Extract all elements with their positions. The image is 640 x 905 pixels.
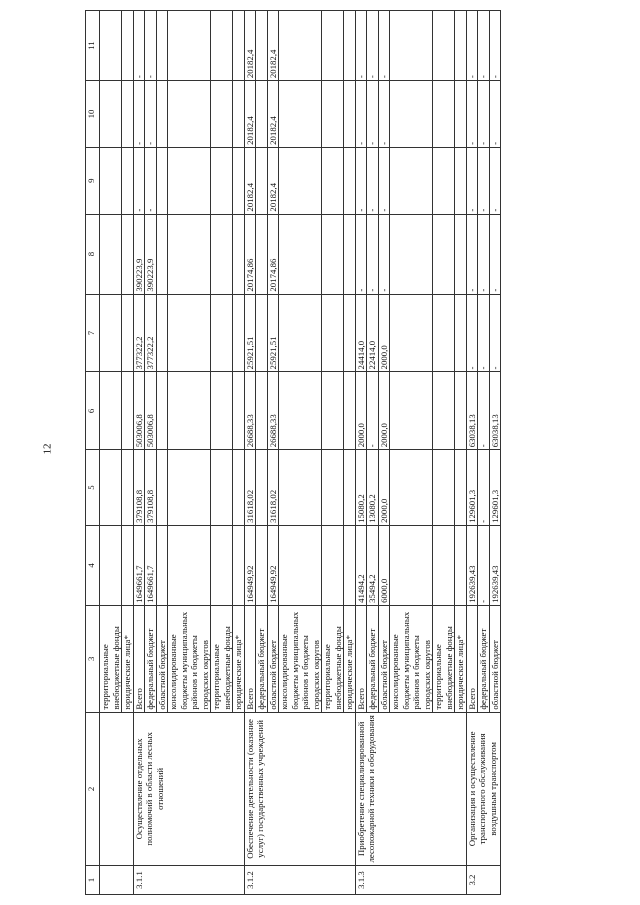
funding-source-cell: территориальные внебюджетные фонды: [100, 605, 122, 712]
funding-source-cell: Всего: [244, 605, 256, 712]
value-cell-col6: [100, 372, 122, 450]
value-cell-col11: -: [478, 11, 490, 81]
value-cell-col5: 15080,2: [355, 450, 367, 526]
value-cell-col10: [390, 81, 433, 148]
table-row: [466, 11, 478, 895]
value-cell-col11: -: [133, 11, 145, 81]
value-cell-col6: 503006,8: [145, 372, 157, 450]
value-cell-col8: -: [367, 214, 379, 294]
value-cell-col10: [344, 81, 356, 148]
value-cell-col5: -: [478, 450, 490, 526]
value-cell-col6: [256, 372, 268, 450]
value-cell-col10: [211, 81, 233, 148]
value-cell-col9: -: [145, 147, 157, 214]
value-cell-col5: [433, 450, 455, 526]
value-cell-col8: [156, 214, 168, 294]
value-cell-col11: [433, 11, 455, 81]
value-cell-col5: [390, 450, 433, 526]
table-body: [100, 11, 501, 895]
value-cell-col9: [168, 147, 211, 214]
value-cell-col8: [390, 214, 433, 294]
value-cell-col8: [233, 214, 245, 294]
value-cell-col4: [455, 525, 467, 605]
value-cell-col8: 20174,86: [244, 214, 256, 294]
table-row: [100, 11, 122, 895]
value-cell-col4: [256, 525, 268, 605]
funding-source-cell: консолидированные бюджеты муниципальных районов и бюджеты городских округов: [279, 605, 322, 712]
value-cell-col11: -: [355, 11, 367, 81]
value-cell-col7: [455, 294, 467, 372]
value-cell-col8: [344, 214, 356, 294]
value-cell-col4: 35494,2: [367, 525, 379, 605]
value-cell-col9: -: [133, 147, 145, 214]
value-cell-col9: -: [355, 147, 367, 214]
value-cell-col6: [211, 372, 233, 450]
value-cell-col6: -: [478, 372, 490, 450]
value-cell-col9: [279, 147, 322, 214]
value-cell-col6: 503006,8: [133, 372, 145, 450]
value-cell-col8: [455, 214, 467, 294]
value-cell-col4: -: [478, 525, 490, 605]
value-cell-col7: [322, 294, 344, 372]
value-cell-col5: 379108,8: [133, 450, 145, 526]
funding-source-cell: федеральный бюджет: [367, 605, 379, 712]
value-cell-col6: 63038,13: [466, 372, 478, 450]
value-cell-col8: [122, 214, 134, 294]
funding-source-cell: областной бюджет: [156, 605, 168, 712]
column-header-6: 6: [86, 372, 100, 450]
value-cell-col7: [211, 294, 233, 372]
value-cell-col4: [100, 525, 122, 605]
value-cell-col11: [122, 11, 134, 81]
value-cell-col6: [322, 372, 344, 450]
column-header-10: 10: [86, 81, 100, 148]
value-cell-col11: [390, 11, 433, 81]
funding-source-cell: федеральный бюджет: [145, 605, 157, 712]
table-row: [355, 11, 367, 895]
value-cell-col11: -: [378, 11, 390, 81]
value-cell-col9: 20182,4: [267, 147, 279, 214]
value-cell-col8: -: [489, 214, 501, 294]
value-cell-col5: [256, 450, 268, 526]
value-cell-col9: [233, 147, 245, 214]
value-cell-col7: 2000,0: [378, 294, 390, 372]
value-cell-col8: -: [378, 214, 390, 294]
value-cell-col8: 390223,9: [145, 214, 157, 294]
value-cell-col10: -: [478, 81, 490, 148]
value-cell-col6: 26688,33: [244, 372, 256, 450]
value-cell-col7: -: [478, 294, 490, 372]
funding-source-cell: федеральный бюджет: [256, 605, 268, 712]
value-cell-col11: 20182,4: [267, 11, 279, 81]
value-cell-col5: [322, 450, 344, 526]
value-cell-col4: [233, 525, 245, 605]
value-cell-col5: 13080,2: [367, 450, 379, 526]
measure-name-cell: [100, 712, 134, 865]
value-cell-col8: [256, 214, 268, 294]
funding-source-cell: Всего: [466, 605, 478, 712]
value-cell-col9: [100, 147, 122, 214]
value-cell-col4: 164949,92: [267, 525, 279, 605]
value-cell-col11: [168, 11, 211, 81]
value-cell-col11: [455, 11, 467, 81]
value-cell-col10: [100, 81, 122, 148]
value-cell-col10: [433, 81, 455, 148]
value-cell-col6: [156, 372, 168, 450]
value-cell-col11: -: [489, 11, 501, 81]
value-cell-col6: [344, 372, 356, 450]
column-header-1: 1: [86, 866, 100, 895]
value-cell-col10: [256, 81, 268, 148]
funding-source-cell: областной бюджет: [489, 605, 501, 712]
value-cell-col4: 6000,0: [378, 525, 390, 605]
funding-source-cell: федеральный бюджет: [478, 605, 490, 712]
value-cell-col11: [100, 11, 122, 81]
item-number-cell: 3.1.3: [355, 866, 466, 895]
page-number: 12: [41, 443, 54, 455]
value-cell-col7: [279, 294, 322, 372]
value-cell-col10: [455, 81, 467, 148]
value-cell-col10: -: [145, 81, 157, 148]
value-cell-col10: [233, 81, 245, 148]
value-cell-col8: [100, 214, 122, 294]
value-cell-col11: -: [466, 11, 478, 81]
value-cell-col7: [433, 294, 455, 372]
value-cell-col5: [156, 450, 168, 526]
value-cell-col5: [122, 450, 134, 526]
value-cell-col5: 379108,8: [145, 450, 157, 526]
value-cell-col9: [344, 147, 356, 214]
value-cell-col11: 20182,4: [244, 11, 256, 81]
value-cell-col6: [279, 372, 322, 450]
table-row: [244, 11, 256, 895]
value-cell-col10: -: [133, 81, 145, 148]
value-cell-col10: [279, 81, 322, 148]
value-cell-col11: [156, 11, 168, 81]
value-cell-col9: [156, 147, 168, 214]
value-cell-col6: -: [367, 372, 379, 450]
landscape-sheet: [75, 0, 637, 905]
column-number-row: [86, 11, 100, 895]
value-cell-col6: [455, 372, 467, 450]
value-cell-col9: [322, 147, 344, 214]
value-cell-col11: [211, 11, 233, 81]
funding-source-cell: юридические лица*: [122, 605, 134, 712]
value-cell-col6: [122, 372, 134, 450]
value-cell-col6: 26688,33: [267, 372, 279, 450]
value-cell-col4: [390, 525, 433, 605]
table-row: [133, 11, 145, 895]
value-cell-col8: [279, 214, 322, 294]
value-cell-col10: 20182,4: [267, 81, 279, 148]
value-cell-col8: [433, 214, 455, 294]
funding-source-cell: Всего: [355, 605, 367, 712]
measure-name-cell: Обеспечение деятельности (оказание услуг) государственных учреждений: [244, 712, 355, 865]
value-cell-col4: [211, 525, 233, 605]
value-cell-col7: 377322,2: [145, 294, 157, 372]
value-cell-col9: [433, 147, 455, 214]
value-cell-col4: [433, 525, 455, 605]
value-cell-col7: [168, 294, 211, 372]
funding-source-cell: консолидированные бюджеты муниципальных районов и бюджеты городских округов: [168, 605, 211, 712]
value-cell-col8: -: [478, 214, 490, 294]
column-header-5: 5: [86, 450, 100, 526]
funding-source-cell: территориальные внебюджетные фонды: [322, 605, 344, 712]
value-cell-col11: [256, 11, 268, 81]
value-cell-col4: 41494,2: [355, 525, 367, 605]
measure-name-cell: Осуществление отдельных полномочий в области лесных отношений: [133, 712, 244, 865]
value-cell-col4: [122, 525, 134, 605]
value-cell-col9: [455, 147, 467, 214]
value-cell-col9: [256, 147, 268, 214]
column-header-4: 4: [86, 525, 100, 605]
value-cell-col7: 25921,51: [244, 294, 256, 372]
value-cell-col7: [156, 294, 168, 372]
item-number-cell: 3.1.1: [133, 866, 244, 895]
value-cell-col4: [279, 525, 322, 605]
funding-source-cell: юридические лица*: [455, 605, 467, 712]
value-cell-col4: [344, 525, 356, 605]
value-cell-col9: [122, 147, 134, 214]
value-cell-col7: -: [466, 294, 478, 372]
financing-table: [85, 10, 501, 895]
value-cell-col8: -: [466, 214, 478, 294]
value-cell-col5: [279, 450, 322, 526]
value-cell-col6: 2000,0: [378, 372, 390, 450]
value-cell-col10: 20182,4: [244, 81, 256, 148]
value-cell-col7: [390, 294, 433, 372]
measure-name-cell: Приобретение специализированной лесопожарной техники и оборудования: [355, 712, 466, 865]
value-cell-col9: -: [466, 147, 478, 214]
funding-source-cell: юридические лица*: [233, 605, 245, 712]
value-cell-col6: [433, 372, 455, 450]
value-cell-col7: [256, 294, 268, 372]
value-cell-col6: [390, 372, 433, 450]
value-cell-col4: 1649661,7: [145, 525, 157, 605]
funding-source-cell: юридические лица*: [344, 605, 356, 712]
value-cell-col5: [211, 450, 233, 526]
value-cell-col8: [322, 214, 344, 294]
column-header-8: 8: [86, 214, 100, 294]
value-cell-col7: 25921,51: [267, 294, 279, 372]
value-cell-col10: [322, 81, 344, 148]
value-cell-col4: [168, 525, 211, 605]
funding-source-cell: консолидированные бюджеты муниципальных районов и бюджеты городских округов: [390, 605, 433, 712]
value-cell-col6: 2000,0: [355, 372, 367, 450]
value-cell-col11: [344, 11, 356, 81]
value-cell-col11: [233, 11, 245, 81]
value-cell-col9: [390, 147, 433, 214]
funding-source-cell: областной бюджет: [378, 605, 390, 712]
value-cell-col5: 2000,0: [378, 450, 390, 526]
value-cell-col9: -: [489, 147, 501, 214]
value-cell-col4: 1649661,7: [133, 525, 145, 605]
value-cell-col7: -: [489, 294, 501, 372]
value-cell-col4: 192639,43: [489, 525, 501, 605]
value-cell-col11: -: [367, 11, 379, 81]
value-cell-col6: [233, 372, 245, 450]
value-cell-col10: -: [489, 81, 501, 148]
value-cell-col5: [233, 450, 245, 526]
value-cell-col7: [344, 294, 356, 372]
value-cell-col11: [322, 11, 344, 81]
value-cell-col7: [233, 294, 245, 372]
value-cell-col7: [122, 294, 134, 372]
value-cell-col10: -: [378, 81, 390, 148]
value-cell-col7: 377322,2: [133, 294, 145, 372]
value-cell-col8: -: [355, 214, 367, 294]
value-cell-col4: 164949,92: [244, 525, 256, 605]
value-cell-col9: -: [478, 147, 490, 214]
value-cell-col10: [168, 81, 211, 148]
value-cell-col7: 22414,0: [367, 294, 379, 372]
value-cell-col9: [211, 147, 233, 214]
funding-source-cell: территориальные внебюджетные фонды: [433, 605, 455, 712]
rotated-page-area: [75, 0, 637, 905]
value-cell-col4: [322, 525, 344, 605]
column-header-7: 7: [86, 294, 100, 372]
value-cell-col9: 20182,4: [244, 147, 256, 214]
value-cell-col10: -: [367, 81, 379, 148]
value-cell-col9: -: [367, 147, 379, 214]
item-number-cell: 3.1.2: [244, 866, 355, 895]
funding-source-cell: областной бюджет: [267, 605, 279, 712]
value-cell-col11: -: [145, 11, 157, 81]
item-number-cell: 3.2: [466, 866, 501, 895]
value-cell-col9: -: [378, 147, 390, 214]
value-cell-col10: [156, 81, 168, 148]
column-header-3: 3: [86, 605, 100, 712]
value-cell-col6: [168, 372, 211, 450]
value-cell-col5: [168, 450, 211, 526]
value-cell-col5: 129601,3: [489, 450, 501, 526]
value-cell-col8: 20174,86: [267, 214, 279, 294]
value-cell-col10: -: [355, 81, 367, 148]
value-cell-col5: [455, 450, 467, 526]
value-cell-col4: 192639,43: [466, 525, 478, 605]
value-cell-col5: 31618,02: [244, 450, 256, 526]
value-cell-col5: [344, 450, 356, 526]
value-cell-col5: 31618,02: [267, 450, 279, 526]
value-cell-col6: 63038,13: [489, 372, 501, 450]
funding-source-cell: Всего: [133, 605, 145, 712]
value-cell-col10: -: [466, 81, 478, 148]
value-cell-col8: [168, 214, 211, 294]
column-header-9: 9: [86, 147, 100, 214]
value-cell-col7: 24414,0: [355, 294, 367, 372]
value-cell-col4: [156, 525, 168, 605]
value-cell-col10: [122, 81, 134, 148]
value-cell-col8: 390223,9: [133, 214, 145, 294]
value-cell-col11: [279, 11, 322, 81]
item-number-cell: [100, 866, 134, 895]
measure-name-cell: Организация и осуществление транспортного обслуживания воздушным транспортом: [466, 712, 501, 865]
value-cell-col5: 129601,3: [466, 450, 478, 526]
column-header-11: 11: [86, 11, 100, 81]
value-cell-col7: [100, 294, 122, 372]
value-cell-col8: [211, 214, 233, 294]
column-header-2: 2: [86, 712, 100, 865]
funding-source-cell: территориальные внебюджетные фонды: [211, 605, 233, 712]
value-cell-col5: [100, 450, 122, 526]
